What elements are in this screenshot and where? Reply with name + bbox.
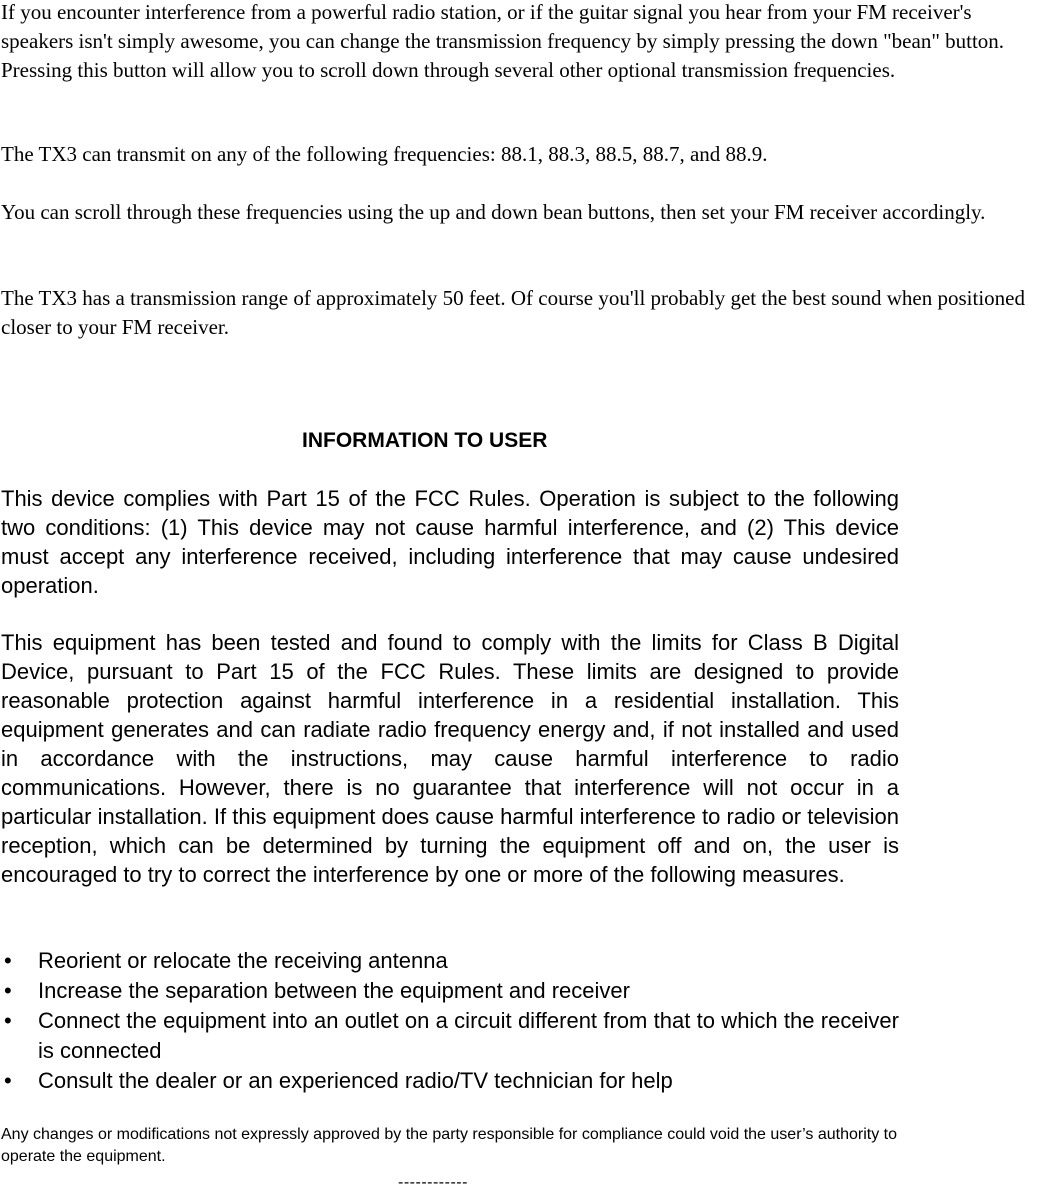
page-separator: ------------: [398, 1174, 468, 1191]
transmission-range-paragraph: The TX3 has a transmission range of approximately 50 feet. Of course you'll probably get the best sound when positioned closer to your FM receiver.: [1, 286, 1025, 339]
bullet-icon: •: [4, 948, 12, 973]
frequency-change-paragraph: If you encounter interference from a powerful radio station, or if the guitar signal you hear from your FM receiver's speakers isn't simply awesome, you can change the transmission frequency by simply pressing the down "bean" button. Pressing this button will allow you to scroll down through several other optional transmission frequencies.: [1, 0, 1005, 82]
list-item: [1, 1006, 899, 1066]
bean-buttons-paragraph: You can scroll through these frequencies using the up and down bean buttons, then set your FM receiver accordingly.: [1, 200, 986, 224]
bullet-icon: •: [4, 978, 12, 1003]
fcc-heading: INFORMATION TO USER: [302, 429, 548, 452]
measure-text: Reorient or relocate the receiving antenna: [38, 948, 448, 973]
fcc-modifications-notice: Any changes or modifications not expressly approved by the party responsible for compliance could void the user’s authority to operate the equipment.: [1, 1126, 897, 1165]
frequency-list-paragraph: The TX3 can transmit on any of the following frequencies: 88.1, 88.3, 88.5, 88.7, and 88.9.: [1, 142, 768, 166]
bullet-icon: •: [4, 1008, 12, 1033]
list-item: [1, 946, 899, 976]
fcc-compliance-paragraph: This device complies with Part 15 of the FCC Rules. Operation is subject to the following two conditions: (1) This device may not cause harmful interference, and (2) This device must accept any interference received, including interference that may cause undesired operation.: [1, 486, 899, 598]
measure-text: Consult the dealer or an experienced radio/TV technician for help: [38, 1068, 673, 1093]
measure-text: Connect the equipment into an outlet on a circuit different from that to which the receiver is connected: [38, 1008, 899, 1063]
fcc-class-b-paragraph: This equipment has been tested and found to comply with the limits for Class B Digital Device, pursuant to Part 15 of the FCC Rules. These limits are designed to provide reasonable protection against harmful interference in a residential installation. This equipment generates and can radiate radio frequency energy and, if not installed and used in accordance with the instructions, may cause harmful interference to radio communications. However, there is no guarantee that interference will not occur in a particular installation. If this equipment does cause harmful interference to radio or television reception, which can be determined by turning the equipment off and on, the user is encouraged to try to correct the interference by one or more of the following measures.: [1, 630, 899, 887]
measure-text: Increase the separation between the equipment and receiver: [38, 978, 630, 1003]
list-item: [1, 976, 899, 1006]
bullet-icon: •: [4, 1068, 12, 1093]
list-item: [1, 1066, 899, 1096]
fcc-measures-list: [1, 946, 899, 1096]
